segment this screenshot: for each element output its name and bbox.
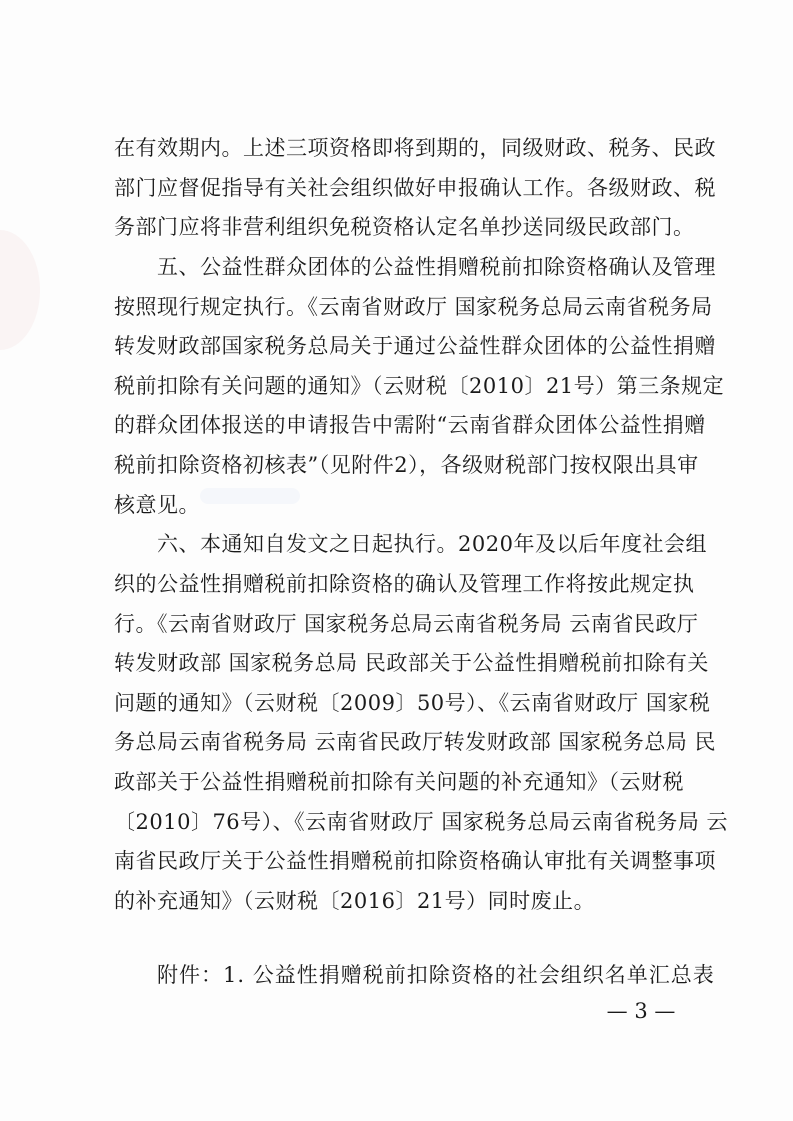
text-line-11: 六、本通知自发文之日起执行。2020年及以后年度社会组 (157, 532, 707, 556)
text-line-2: 部门应督促指导有关社会组织做好申报确认工作。各级财政、税 (114, 176, 716, 200)
text-line-4: 五、公益性群众团体的公益性捐赠税前扣除资格确认及管理 (157, 255, 716, 279)
text-line-9: 税前扣除资格初核表”（见附件2），各级财税部门按权限出具审 (114, 453, 699, 477)
text-line-5: 按照现行规定执行。《云南省财政厅 国家税务总局云南省税务局 (114, 295, 713, 319)
text-line-17: 政部关于公益性捐赠税前扣除有关问题的补充通知》（云财税 (114, 770, 684, 794)
text-line-7: 税前扣除有关问题的通知》（云财税〔2010〕21号）第三条规定 (114, 374, 725, 398)
text-line-19: 南省民政厅关于公益性捐赠税前扣除资格确认审批有关调整事项 (114, 849, 716, 873)
text-line-1: 在有效期内。上述三项资格即将到期的，同级财政、税务、民政 (114, 136, 716, 160)
text-line-14: 转发财政部 国家税务总局 民政部关于公益性捐赠税前扣除有关 (114, 651, 709, 675)
attachment-line: 附件：1. 公益性捐赠税前扣除资格的社会组织名单汇总表 (157, 963, 715, 987)
text-line-8: 的群众团体报送的申请报告中需附“云南省群众团体公益性捐赠 (114, 413, 706, 437)
text-line-10: 核意见。 (114, 493, 200, 517)
text-line-16: 务总局云南省税务局 云南省民政厅转发财政部 国家税务总局 民 (114, 730, 717, 754)
text-line-20: 的补充通知》（云财税〔2016〕21号）同时废止。 (114, 889, 596, 913)
text-line-6: 转发财政部国家税务总局关于通过公益性群众团体的公益性捐赠 (114, 334, 716, 358)
text-line-15: 问题的通知》（云财税〔2009〕50号）、《云南省财政厅 国家税 (114, 691, 711, 715)
page-number: — 3 — (606, 999, 676, 1023)
text-line-3: 务部门应将非营利组织免税资格认定名单抄送同级民政部门。 (114, 215, 695, 239)
text-line-13: 行。《云南省财政厅 国家税务总局云南省税务局 云南省民政厅 (114, 612, 699, 636)
text-line-18: 〔2010〕76号）、《云南省财政厅 国家税务总局云南省税务局 云 (114, 810, 729, 834)
text-line-12: 织的公益性捐赠税前扣除资格的确认及管理工作将按此规定执 (114, 572, 695, 596)
faint-seal-mark (0, 230, 40, 350)
